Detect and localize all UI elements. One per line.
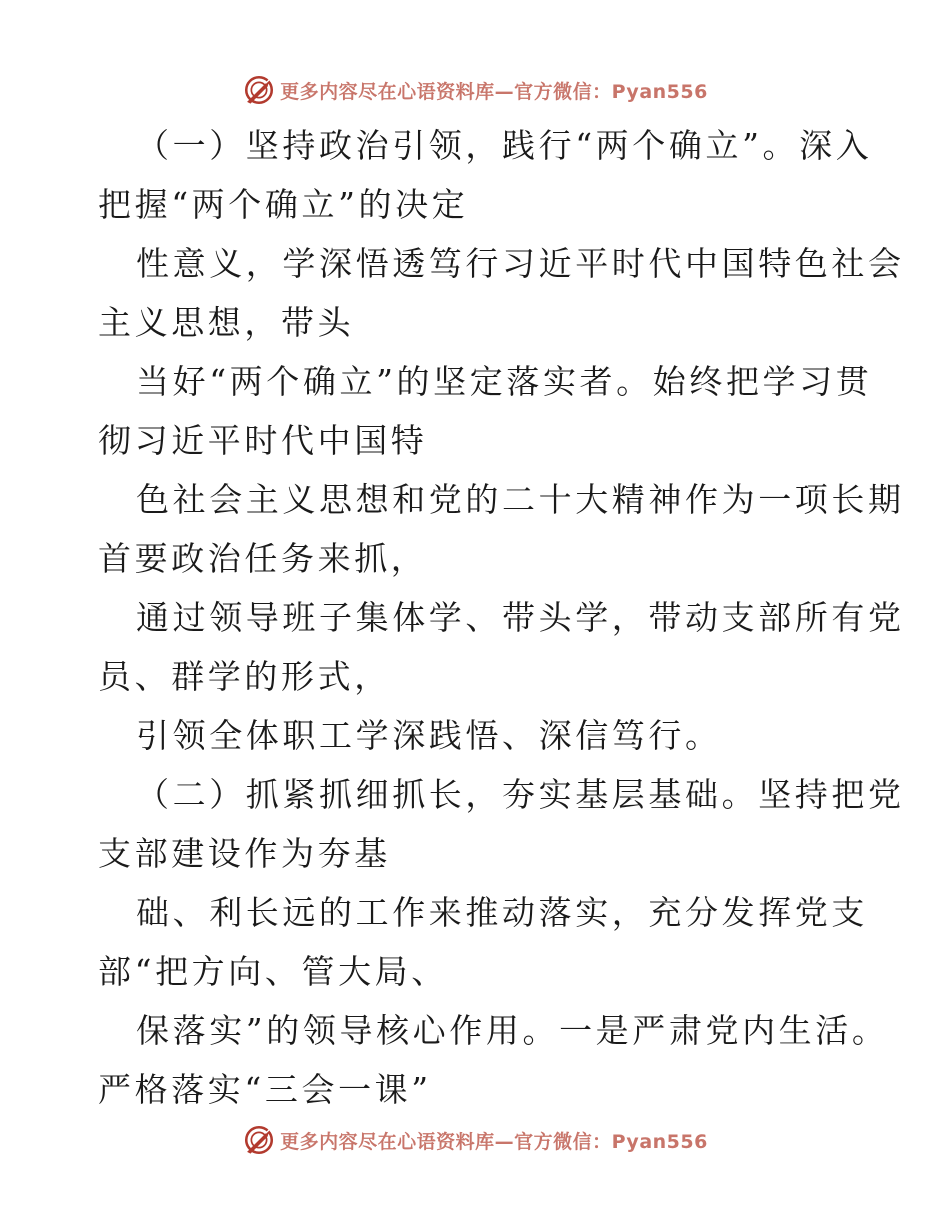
text-line: 支部建设作为夯基: [98, 834, 391, 873]
text-line: 通过领导班子集体学、带头学，带动支部所有党: [136, 598, 905, 637]
document-body: [98, 116, 905, 1119]
pen-logo-icon: [242, 73, 276, 107]
header-banner: [0, 70, 950, 110]
text-line: 性意义，学深悟透笃行习近平时代中国特色社会: [136, 244, 905, 283]
text-line: 严格落实“三会一课”: [98, 1070, 432, 1109]
text-line: （一）坚持政治引领，践行“两个确立”。深入: [136, 126, 873, 165]
pen-logo-icon: [242, 1123, 276, 1157]
text-line: 色社会主义思想和党的二十大精神作为一项长期: [136, 480, 905, 519]
text-line: 把握“两个确立”的决定: [98, 185, 469, 224]
footer-banner: [0, 1120, 950, 1160]
text-line: （二）抓紧抓细抓长，夯实基层基础。坚持把党: [136, 775, 905, 814]
text-line: 当好“两个确立”的坚定落实者。始终把学习贯: [136, 362, 873, 401]
text-line: 首要政治任务来抓，: [98, 539, 428, 578]
text-line: 主义思想，带头: [98, 303, 355, 342]
text-line: 部“把方向、管大局、: [98, 952, 448, 991]
text-line: 员、群学的形式，: [98, 657, 391, 696]
text-line: 础、利长远的工作来推动落实，充分发挥党支: [136, 893, 868, 932]
text-line: 引领全体职工学深践悟、深信笃行。: [136, 716, 722, 755]
header-banner-text: 更多内容尽在心语资料库—官方微信：Pyan556: [280, 80, 708, 103]
text-line: 彻习近平时代中国特: [98, 421, 428, 460]
text-line: 保落实”的领导核心作用。一是严肃党内生活。: [136, 1011, 889, 1050]
footer-banner-text: 更多内容尽在心语资料库—官方微信：Pyan556: [280, 1130, 708, 1153]
